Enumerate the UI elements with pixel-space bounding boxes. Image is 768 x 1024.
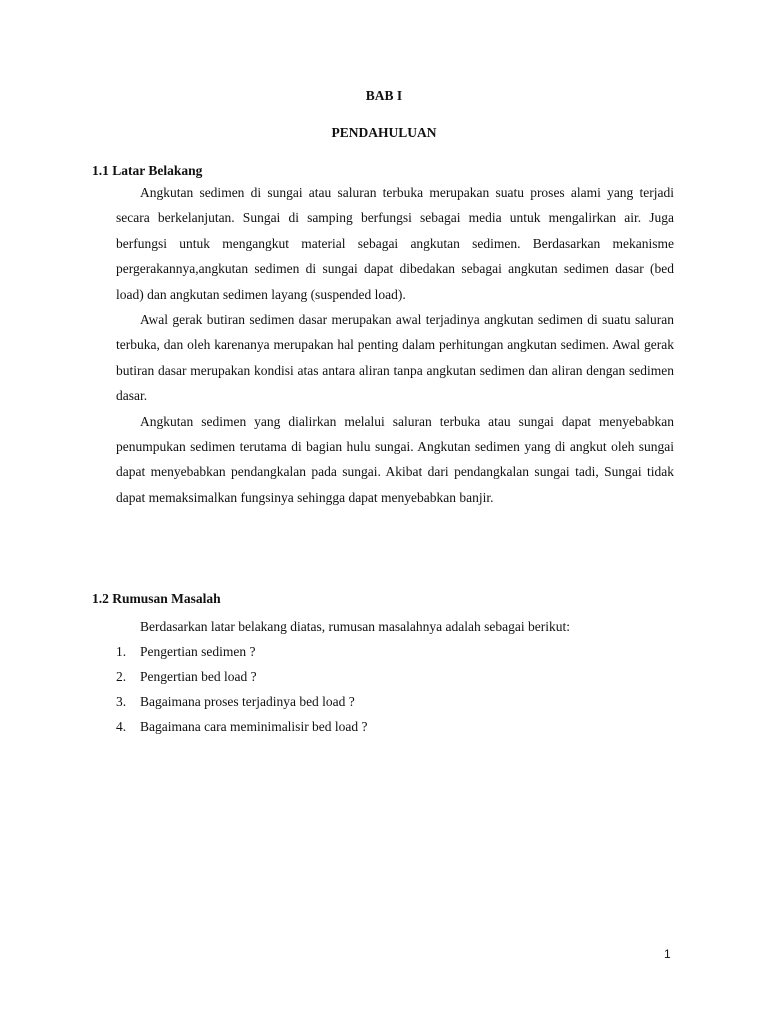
list-item <box>116 714 674 739</box>
list-item <box>116 664 674 689</box>
section-heading: 1.2 Rumusan Masalah <box>92 591 221 606</box>
list-number: 3. <box>116 694 127 709</box>
chapter-title: PENDAHULUAN <box>331 125 437 140</box>
list-number: 1. <box>116 644 127 659</box>
page-number: 1 <box>664 947 671 961</box>
list-text: Pengertian bed load ? <box>140 669 257 684</box>
list-number: 2. <box>116 669 127 684</box>
paragraph: Angkutan sedimen di sungai atau saluran terbuka merupakan suatu proses alami yang terjadi secara berkelanjutan. Sungai di samping berfungsi sebagai media untuk mengalirkan air. Juga berfungsi untuk mengangkut material sebagai angkutan sedimen. Berdasarkan mekanisme pergerakannya,angkutan sedimen di sungai dapat dibedakan sebagai angkutan sedimen dasar (bed load) dan angkutan sedimen layang (suspended load). <box>116 185 674 302</box>
section-intro: Berdasarkan latar belakang diatas, rumusan masalahnya adalah sebagai berikut: <box>140 619 570 634</box>
paragraph: Angkutan sedimen yang dialirkan melalui saluran terbuka atau sungai dapat menyebabkan penumpukan sedimen terutama di bagian hulu sungai. Angkutan sedimen yang di angkut oleh sungai dapat menyebabkan pendangkalan pada sungai. Akibat dari pendangkalan sungai tadi, Sungai tidak dapat memaksimalkan fungsinya sehingga dapat menyebabkan banjir. <box>116 413 674 505</box>
list-text: Bagaimana proses terjadinya bed load ? <box>140 694 355 709</box>
problem-list <box>92 639 674 739</box>
paragraph: Awal gerak butiran sedimen dasar merupakan awal terjadinya angkutan sedimen di suatu saluran terbuka, dan oleh karenanya merupakan hal penting dalam perhitungan angkutan sedimen. Awal gerak butiran dasar merupakan kondisi atas antara aliran tanpa angkutan sedimen dan aliran dengan sedimen dasar. <box>116 312 674 404</box>
section-latar-belakang <box>92 162 674 510</box>
section-heading: 1.1 Latar Belakang <box>92 163 203 178</box>
list-item <box>116 639 674 664</box>
section-rumusan-masalah <box>92 590 674 739</box>
list-text: Pengertian sedimen ? <box>140 644 256 659</box>
chapter-number: BAB I <box>365 88 403 103</box>
list-number: 4. <box>116 719 127 734</box>
list-text: Bagaimana cara meminimalisir bed load ? <box>140 719 368 734</box>
list-item <box>116 689 674 714</box>
